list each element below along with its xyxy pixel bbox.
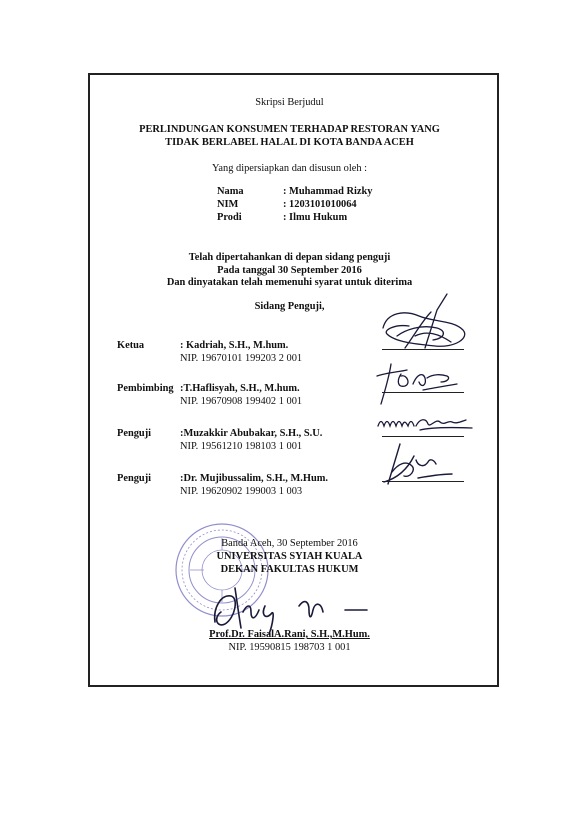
examiner-name-penguji-1: :Muzakkir Abubakar, S.H., S.U.: [180, 428, 323, 439]
examiner-role-penguji-2: Penguji: [117, 473, 152, 484]
signature-penguji-2: [378, 438, 458, 486]
examiner-name-pembimbing: :T.Haflisyah, S.H., M.hum.: [180, 383, 300, 394]
intro-text: Skripsi Berjudul: [255, 97, 324, 108]
approval-university: UNIVERSITAS SYIAH KUALA: [216, 551, 363, 562]
student-nim-value: : 1203101010064: [283, 199, 357, 210]
defense-line-1: Telah dipertahankan di depan sidang penguji: [188, 252, 391, 263]
examiner-role-penguji-1: Penguji: [117, 428, 152, 439]
student-nim-label: NIM: [217, 199, 239, 210]
dean-nip: NIP. 19590815 198703 1 001: [228, 642, 351, 653]
examiner-nip-ketua: NIP. 19670101 199203 2 001: [180, 353, 303, 364]
examiner-nip-penguji-2: NIP. 19620902 199003 1 003: [180, 486, 303, 497]
thesis-title-line-1: PERLINDUNGAN KONSUMEN TERHADAP RESTORAN YANG: [139, 124, 440, 135]
examiner-name-ketua: : Kadriah, S.H., M.hum.: [180, 340, 289, 351]
student-prodi-value: : Ilmu Hukum: [283, 212, 348, 223]
defense-line-2: Pada tanggal 30 September 2016: [217, 265, 362, 276]
examiner-name-penguji-2: :Dr. Mujibussalim, S.H., M.Hum.: [180, 473, 328, 484]
signature-pembimbing: [375, 360, 460, 405]
panel-heading: Sidang Penguji,: [254, 301, 325, 312]
approval-faculty: DEKAN FAKULTAS HUKUM: [220, 564, 359, 575]
examiner-nip-pembimbing: NIP. 19670908 199402 1 001: [180, 396, 303, 407]
prepared-by-text: Yang dipersiapkan dan disusun oleh :: [211, 163, 368, 174]
examiner-nip-penguji-1: NIP. 19561210 198103 1 001: [180, 441, 303, 452]
student-prodi-label: Prodi: [217, 212, 242, 223]
approval-place-date: Banda Aceh, 30 September 2016: [221, 538, 358, 549]
thesis-title-line-2: TIDAK BERLABEL HALAL DI KOTA BANDA ACEH: [165, 137, 414, 148]
defense-line-3: Dan dinyatakan telah memenuhi syarat untuk diterima: [166, 277, 413, 288]
examiner-role-pembimbing: Pembimbing: [117, 383, 174, 394]
student-name-label: Nama: [217, 186, 244, 197]
signature-ketua: [375, 290, 475, 355]
dean-name: Prof.Dr. FaisalA.Rani, S.H.,M.Hum.: [209, 629, 370, 640]
signature-penguji-1: [376, 412, 476, 438]
student-name-value: : Muhammad Rizky: [283, 186, 373, 197]
examiner-role-ketua: Ketua: [117, 340, 145, 351]
signature-dean: [205, 582, 375, 634]
